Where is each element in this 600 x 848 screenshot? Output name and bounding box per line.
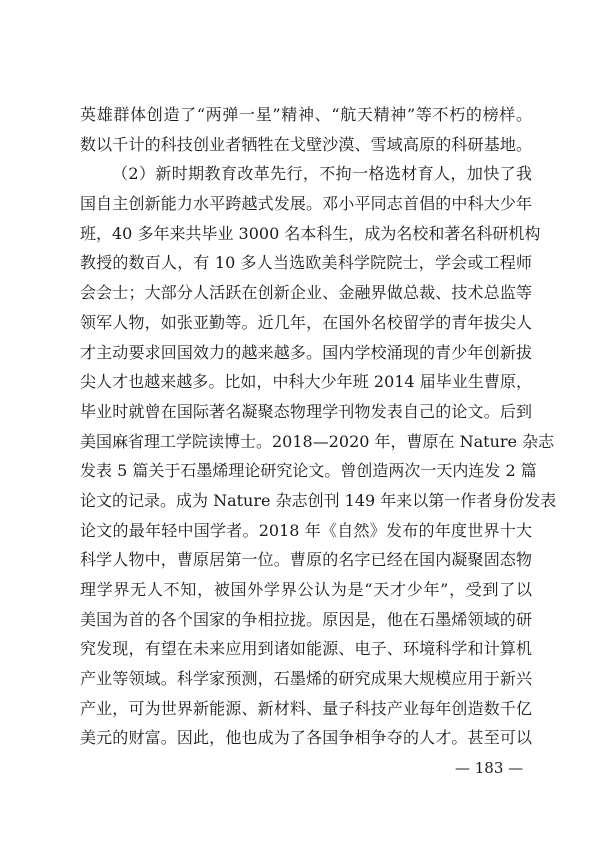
text-line: 才主动要求回国效力的越来越多。国内学校涌现的青少年创新拔 — [80, 342, 532, 362]
text-line: 理学界无人不知，被国外学界公认为是“天才少年”，受到了以 — [80, 580, 532, 599]
text-line: 发表 5 篇关于石墨烯理论研究论文。曾创造两次一天内连发 2 篇 — [80, 461, 537, 481]
text-line: 论文的记录。成为 Nature 杂志创刊 149 年来以第一作者身份发表 — [80, 490, 557, 510]
paragraph-start-line: （2）新时期教育改革先行，不拘一格选材育人，加快了我 — [112, 164, 532, 184]
text-line: 美国为首的各个国家的争相拉拢。原因是，他在石墨烯领域的研 — [80, 609, 532, 629]
text-line: 毕业时就曾在国际著名凝聚态物理学刊物发表自己的论文。后到 — [80, 401, 532, 421]
text-line: 科学人物中，曹原居第一位。曹原的名字已经在国内凝聚固态物 — [80, 550, 532, 570]
page-number: — 183 — — [455, 759, 524, 777]
text-line: 美国麻省理工学院读博士。2018—2020 年，曹原在 Nature 杂志 — [80, 431, 555, 451]
text-line: 尖人才也越来越多。比如，中科大少年班 2014 届毕业生曹原， — [80, 372, 532, 392]
text-line: 产业等领域。科学家预测，石墨烯的研究成果大规模应用于新兴 — [80, 669, 532, 689]
text-line: 英雄群体创造了“两弹一星”精神、“航天精神”等不朽的榜样。 — [80, 105, 532, 124]
text-line: 国自主创新能力水平跨越式发展。邓小平同志首倡的中科大少年 — [80, 194, 532, 214]
text-line: 论文的最年轻中国学者。2018 年《自然》发布的年度世界十大 — [80, 520, 532, 540]
text-line: 产业，可为世界新能源、新材料、量子科技产业每年创造数千亿 — [80, 698, 532, 718]
text-line: 班，40 多年来共毕业 3000 名本科生，成为名校和著名科研机构 — [80, 223, 541, 243]
text-line: 美元的财富。因此，他也成为了各国争相争夺的人才。甚至可以 — [80, 728, 532, 748]
text-line: 究发现，有望在未来应用到诸如能源、电子、环境科学和计算机 — [80, 639, 532, 659]
text-line: 教授的数百人，有 10 多人当选欧美科学院院士，学会或工程师 — [80, 253, 532, 273]
text-line: 会会士；大部分人活跃在创新企业、金融界做总裁、技术总监等 — [80, 283, 532, 303]
text-line: 数以千计的科技创业者牺牲在戈壁沙漠、雪域高原的科研基地。 — [80, 134, 532, 154]
text-line: 领军人物，如张亚勤等。近几年，在国外名校留学的青年拔尖人 — [80, 312, 532, 332]
body-text — [80, 100, 557, 753]
